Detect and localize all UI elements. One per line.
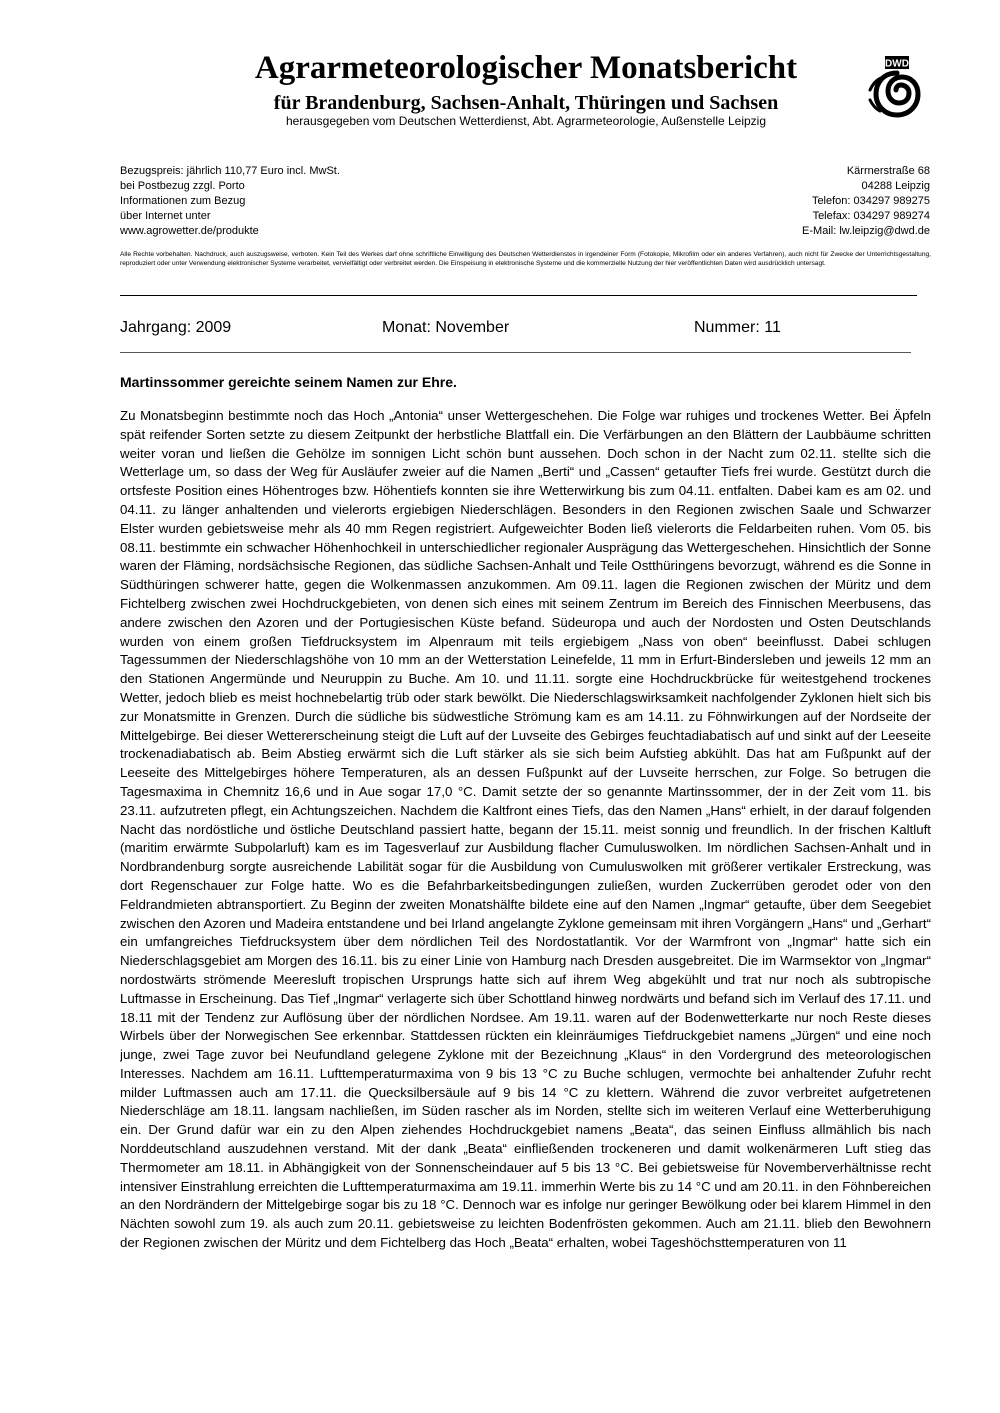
address-block	[630, 164, 930, 239]
email-link[interactable]: E-Mail: lw.leipzig@dwd.de	[802, 225, 930, 237]
report-subtitle: für Brandenburg, Sachsen-Anhalt, Thüringen und Sachsen	[273, 92, 779, 114]
subscription-info	[120, 164, 500, 237]
header-divider	[120, 295, 917, 296]
article-heading: Martinssommer gereichte seinem Namen zur Ehre.	[120, 374, 457, 390]
website-link[interactable]: www.agrowetter.de/produkte	[120, 225, 259, 237]
postage-line: bei Postbezug zzgl. Porto	[120, 180, 245, 192]
phone-line: Telefon: 034297 989275	[811, 195, 930, 207]
article-body: Zu Monatsbeginn bestimmte noch das Hoch „Antonia“ unser Wettergeschehen. Die Folge war ruhiges und trockenes Wetter. Bei Äpfeln spät reifender Sorten setzte zu diesem Zeitpunkt der herbstliche Blattfall ein. Die Verfärbungen an den Blättern der Laubbäume schritten weiter voran und ließen die Gehölze im sonnigen Licht schön bunt aussehen. Doch schon in der Nacht zum 02.11. stellte sich die Wetterlage um, so dass der Weg für Ausläufer zweier auf die Namen „Berti“ und „Cassen“ getaufter Tiefs frei wurde. Gestützt durch die ortsfeste Position eines Höhentroges bzw. Höhentiefs konnten sie ihre Wetterwirkung bis zum 04.11. entfalten. Dabei kam es am 02. und 04.11. zu länger anhaltenden und vielerorts ergiebigen Niederschlägen. Besonders in den Regionen zwischen Saale und Schwarzer Elster wurden gebietsweise mehr als 40 mm Regen registriert. Aufgeweichter Boden ließ vielerorts die Feldarbeiten ruhen. Vom 05. bis 08.11. bestimmte ein schwacher Höhenhochkeil in unterschiedlicher regionaler Ausprägung das Wettergeschehen. Hinsichtlich der Sonne waren der Fläming, nordsächsische Regionen, das südliche Sachsen-Anhalt und Teile Ostthüringens bevorzugt, während es die Sonne in Südthüringen schwerer hatte, gegen die Wolkenmassen anzukommen. Am 09.11. lagen die Regionen zwischen der Müritz und dem Fichtelberg zwischen zwei Hochdruckgebieten, von denen sich eines mit seinem Zentrum im Bereich des Finnischen Meerbusens, das andere zwischen den Azoren und der Portugiesischen Küste befand. Südeuropa und auch der Nordosten und Osten Deutschlands wurden von einem großen Tiefdrucksystem im Alpenraum mit teils ergiebigem „Nass von oben“ beeinflusst. Dabei schlugen Tagessummen der Niederschlagshöhe von 10 mm an der Wetterstation Leinefelde, 11 mm in Erfurt-Bindersleben und jeweils 12 mm an den Stationen Angermünde und Neuruppin zu Buche. Am 10. und 11.11. sorgte eine Hochdruckbrücke für weitestgehend trockenes Wetter, jedoch blieb es meist hochnebelartig trüb oder stark bewölkt. Die Niederschlagswirksamkeit nachfolgender Zyklonen hielt sich bis zur Monatsmitte in Grenzen. Durch die südliche bis südwestliche Strömung kam es am 14.11. zu Föhnwirkungen auf der Nordseite der Mittelgebirge. Bei dieser Wettererscheinung steigt die Luft auf der Luvseite des Gebirges feuchtadiabatisch auf und sinkt auf der Leeseite trockenadiabatisch ab. Beim Abstieg erwärmt sich die Luft stärker als sie sich beim Aufstieg abkühlt. Das hat am Fußpunkt auf der Leeseite des Mittelgebirges höhere Temperaturen, als an dessen Fußpunkt auf der Luvseite herrschen, zur Folge. So betrugen die Tagesmaxima in Chemnitz 16,6 und in Aue sogar 17,0 °C. Damit setzte der so genannte Martinssommer, der in der Zeit vom 11. bis 23.11. aufzutreten pflegt, ein Achtungszeichen. Nachdem die Kaltfront eines Tiefs, das den Namen „Hans“ erhielt, in der darauf folgenden Nacht das nordöstliche und östliche Deutschland passiert hatte, begann der 15.11. meist sonnig und freundlich. In der frischen Kaltluft (maritim erwärmte Subpolarluft) kam es im Tagesverlauf zur Ausbildung flacher Cumuluswolken. Im nördlichen Sachsen-Anhalt und in Nordbrandenburg sorgte ausreichende Labilität sogar für die Ausbildung von Cumuluswolken mit größerer vertikaler Erstreckung, was dort Regenschauer zur Folge hatte. Wo es die Befahrbarkeitsbedingungen zuließen, wurden Zuckerrüben gerodet oder von den Feldrandmieten abtransportiert. Zu Beginn der zweiten Monatshälfte bildete eine auf den Namen „Ingmar“ getaufte, über dem Seegebiet zwischen den Azoren und Madeira entstandene und bei Irland angelangte Zyklone gemeinsam mit ihren Vorgängern „Hans“ und „Gerhart“ ein umfangreiches Tiefdrucksystem über dem nördlichen Teil des Nordostatlantik. Vor der Warmfront von „Ingmar“ hatte sich ein Niederschlagsgebiet am Morgen des 16.11. bis zu einer Linie von Hamburg nach Dresden ausgebreitet. Die im Warmsektor von „Ingmar“ nordostwärts strömende Meeresluft tropischen Ursprungs hatte sich auf ihrem Weg abgekühlt und trat nur noch als subtropische Luftmasse in Erscheinung. Das Tief „Ingmar“ verlagerte sich über Schottland hinweg nordwärts und befand sich im Verlauf des 17.11. und 18.11 mit der Tendenz zur Auflösung über der nördlichen Nordsee. Am 19.11. waren auf der Bodenwetterkarte nur noch Reste dieses Wirbels über der Norwegischen See erkennbar. Stattdessen rückten ein kleinräumiges Tiefdruckgebiet namens „Jürgen“ und eine noch junge, zwei Tage zuvor bei Neufundland gelegene Zyklone mit der Bezeichnung „Klaus“ in den Vordergrund des meteorologischen Interesses. Nachdem am 16.11. Lufttemperaturmaxima von 9 bis 13 °C zu Buche schlugen, vermochte bei anhaltender Zufuhr recht milder Luftmassen auch am 17.11. die Quecksilbersäule auf 9 bis 14 °C zu klettern. Während die zuvor verbreitet aufgetretenen Niederschläge am 18.11. langsam nachließen, im Süden rascher als im Norden, stellte sich im weiteren Verlauf eine Wetterberuhigung ein. Der Grund dafür war ein zu den Alpen ziehendes Hochdruckgebiet namens „Beata“, das seinen Einfluss allmählich bis nach Norddeutschland auszudehnen verstand. Mit der dank „Beata“ einfließenden trockeneren und damit wolkenärmeren Luft stieg das Thermometer am 18.11. in Abhängigkeit von der Sonnenscheindauer auf 5 bis 13 °C. Bei gebietsweise für Novemberverhältnisse recht intensiver Einstrahlung erreichten die Lufttemperaturmaxima am 19.11. immerhin Werte bis zu 14 °C und am 20.11. in den Föhnbereichen an den Nordrändern der Mittelgebirge sogar bis zu 18 °C. Dennoch war es infolge nur geringer Bewölkung oder bei klarem Himmel in den Nächten sowohl zum 19. als auch zum 20.11. gebietsweise zu leichten Bodenfrösten gekommen. Auch am 21.11. blieb den Bewohnern der Regionen zwischen der Müritz und dem Fichtelberg das Hoch „Beata“ erhalten, wobei Tageshöchsttemperaturen von 11	[120, 408, 931, 1251]
city-line: 04288 Leipzig	[861, 180, 930, 192]
meta-divider	[120, 352, 911, 353]
month-field: Monat: November	[382, 319, 510, 336]
price-line: Bezugspreis: jährlich 110,77 Euro incl. MwSt.	[120, 165, 340, 177]
dwd-logo	[868, 56, 924, 118]
publisher-line: herausgegeben vom Deutschen Wetterdienst, Abt. Agrarmeteorologie, Außenstelle Leipzig	[285, 114, 767, 128]
internet-line: über Internet unter	[120, 210, 211, 222]
fax-line: Telefax: 034297 989274	[812, 210, 930, 222]
issue-number-field: Nummer: 11	[694, 319, 781, 336]
report-title: Agrarmeteorologischer Monatsbericht	[254, 50, 798, 86]
copyright-notice: Alle Rechte vorbehalten. Nachdruck, auch auszugsweise, verboten. Kein Teil des Werkes darf ohne schriftliche Einwilligung des Deutschen Wetterdienstes in irgendeiner Form (Fotokopie, Mikrofilm oder ein anderes Verfahren), auch nicht für Zwecke der Unterrichtsgestaltung, reproduziert oder unter Verwendung elektronischer Systeme verarbeitet, vervielfältigt oder verbreitet werden. Die Einspeisung in elektronische Systeme und die kommerzielle Nutzung der hier veröffentlichten Daten wird ausdrücklich untersagt.	[120, 251, 931, 267]
year-field: Jahrgang: 2009	[120, 319, 232, 336]
street-line: Kärrnerstraße 68	[846, 165, 930, 177]
dwd-logo-text: DWD	[885, 58, 909, 70]
info-line: Informationen zum Bezug	[120, 195, 246, 207]
